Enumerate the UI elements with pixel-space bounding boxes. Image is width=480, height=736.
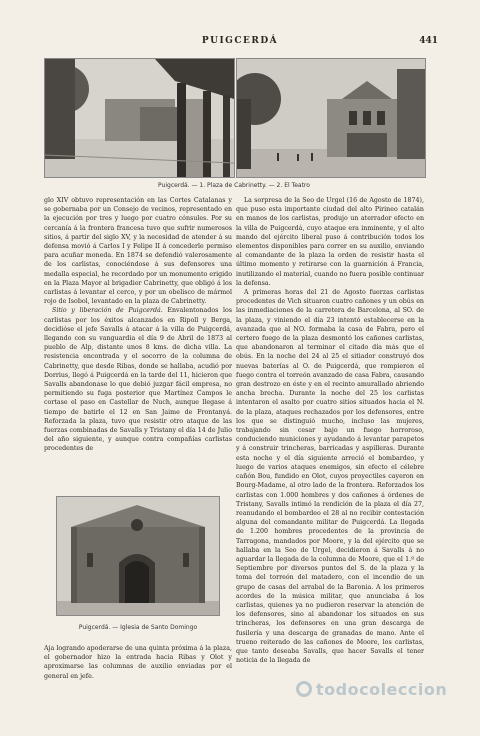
left-column-lower <box>44 644 232 700</box>
page-header <box>40 36 440 48</box>
photo-el-teatro <box>236 58 426 178</box>
watermark-text: todocoleccion <box>316 679 448 699</box>
caption-top-photos: Puigcerdá. — 1. Plaza de Cabrinetty. — 2. El Teatro <box>158 182 310 189</box>
right-paragraph-2: A primeras horas del 21 de Agosto fuerzas carlistas procedentes de Vich situaron cuatro cañones y un obús en las inmediaciones de la carretera de Barcelona, al SO. de la plaza, y viniendo el día 23 intentó establecerse en la avanzada que al NO. formaba la casa de Fabra, pero el certero fuego de la plaza desmontó los cañones carlistas, que abandonaron al terminar el citado día más que el obús. En la noche del 24 al 25 el sitiador construyó dos nuevas baterías al O. de Puigcerdá, que rompieron el fuego contra el torreón avanzado de casa Fabra, causando gran destrozo en éste y en el recinto amurallado abriendo ancha brecha. Durante la noche del 25 los carlistas intentaron el asalto por cuatro sitios situados hacia el N. de la plaza, ataques rechazados por los defensores, entre los que se distinguió mucho, incluso las mujeres, trabajando sin cesar bajo un fuego horroroso, conduciendo municiones y ayudando á levantar parapetos y á construir trincheras, barricadas y aspilleras. Durante esta noche y el día siguiente arreció el bombardeo, y luego de varios ataques enemigos, sin efecto el célebre cañón Bou, fundido en Olot, cuyos proyectiles cayeron en Bourg-Madame, al otro lado de la frontera. Reforzados los carlistas con 1.000 hombres y dos cañones á órdenes de Tristany, Savalls intimó la rendición de la plaza el día 27, reanudando el bombardeo el 28 al no recibir contestación alguna del comandante militar de Puigcerdá. La llegada de 1.200 hombres procedentes de la provincia de Tarragona, mandados por Moore, y la del ejército que se hallaba en la Seo de Urgel, decidieron á Savalls á no aguardar la llegada de la columna de Moore, que el 1.º de Septiembre por diversos puntos del S. de la plaza y la toma del torreón del matadero, con el incendio de un grupo de casas del arrabal de la Baronia. A los primeros acordes de la música militar, que anunciaba á los carlistas, quienes ya no pudieron reservar la atención de los defensores, sino al abandonar los situados en sus trincheras, los defensores en una gran descarga de fusilería y una descarga de granadas de mano. Ante el trueno reiterado de las cañones de Moore, los carlistas, que tanto deseaba Savalls, que hacer Savalls el tener noticia de la llegada de <box>236 289 424 665</box>
left-paragraph-1: glo XIV obtuvo representación en las Cortes Catalanas y se gobernaba por un Consejo de vecinos, representado en la ejecución por tres y luego por cuatro cónsules. Por su cercanía á la frontera francesa tuvo que sufrir numerosos sitios, á partir del siglo XV, y la necesidad de atender á su defensa movió á Carlos I y Felipe II á concederle permiso para acuñar moneda. En 1874 se defendió valerosamente de los carlistas, conociéndose á sus defensores una medalla especial, he recordado por un monumento erigido en la Plaza Mayor al brigadier Cabrinetty, que obligó á los carlistas á levantar el cerco, y por un obelisco de mármol rojo de Isobol, levantado en la plaza de Cabrinetty. <box>44 197 232 306</box>
right-paragraph-1: La sorpresa de la Seo de Urgel (16 de Agosto de 1874), que puso esta importante ciudad del alto Pirineo catalán en manos de los carlistas, produjo un aterrador efecto en la villa de Puigcerdá, cuyo ataque era inminente, y el alto mando del ejército liberal puso á contribución todos los elementos disponibles para correr en su auxilio, enviando al comandante de la plaza la orden de resistir hasta el último momento y retirarse con la guarnición á Francia, inutilizando el material, cuando no fuera posible continuar la defensa. <box>236 197 424 287</box>
watermark <box>296 679 456 699</box>
page-number: 441 <box>419 36 438 46</box>
left-column-upper <box>44 196 232 489</box>
left-paragraph-2 <box>44 306 232 453</box>
photo-santo-domingo <box>56 496 220 616</box>
left-paragraph-2-text: Envalentonados los carlistas por los éxitos alcanzados en Ripoll y Berga, decidióse el jefe Savalls á atacar á la villa de Puigcerdá, llegando con su vanguardia el día 9 de Abril de 1873 al pueblo de Alp, distante unos 8 kms. de dicha villa. La resistencia encontrada y el socorro de la columna de Cabrinetty, que desde Ribas, donde se hallaba, acudió por Dorrius, llegó á Puigcerdá en la tarde del 11, hicieron que Savalls abandonase lo que debió juzgar fácil empresa, no permitiendo su fuga posterior que Martínez Campos le cortase el paso en Castellar de Nuch, aunque llegase á tiempo de batirle el 12 en San Jaime de Frontanyá. Reforzada la plaza, tuvo que resistir otro ataque de las fuerzas combinadas de Savalls y Tristany el día 14 de Julio del año siguiente, y aunque contra compañías carlistas procedentes de <box>44 307 232 453</box>
running-title: PUIGCERDÁ <box>201 36 279 46</box>
left-paragraph-3: Aja logrando apoderarse de una quinta próxima á la plaza, el gobernador hizo la entrada hacia Ribas y Olot y aproximarse las columnas de auxilio enviadas por el general en jefe. <box>44 645 232 680</box>
right-column <box>236 196 424 700</box>
caption-church-photo: Puigcerdá. — Iglesia de Santo Domingo <box>78 624 198 631</box>
photo-plaza-cabrinetty <box>44 58 235 178</box>
section-subheading: Sitio y liberación de Puigcerdá. <box>52 307 163 315</box>
watermark-ring-icon <box>296 681 312 697</box>
